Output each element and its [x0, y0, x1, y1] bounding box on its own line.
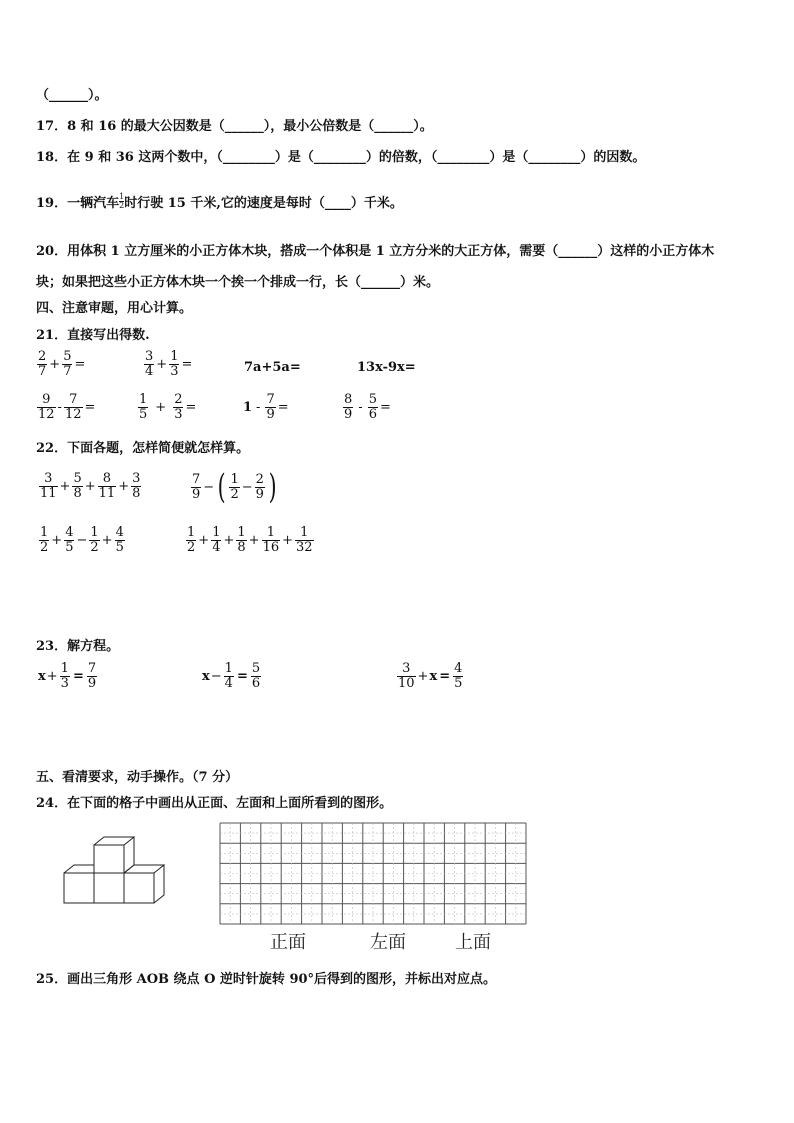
- q21-expr-8: $\frac{8}{9}$ - $\frac{5}{6}$ =: [344, 392, 391, 422]
- fraction: $\frac{1}{2}$: [40, 525, 49, 555]
- fraction: $\frac{5}{6}$: [368, 392, 377, 422]
- operator: +: [59, 479, 71, 494]
- operator: +: [198, 533, 210, 548]
- caption-left-view: 左面: [370, 932, 406, 953]
- fraction: $\frac{2}{7}$: [38, 349, 47, 379]
- question-21: 21．直接写出得数.: [36, 328, 150, 343]
- question-19: [36, 192, 403, 211]
- fraction: $\frac{3}{11}$: [40, 471, 57, 501]
- fraction: $\frac{4}{5}$: [115, 525, 124, 555]
- drawing-grid[interactable]: [219, 822, 527, 925]
- operator: +: [51, 533, 63, 548]
- question-24: 24．在下面的格子中画出从正面、左面和上面所看到的图形。: [36, 796, 393, 811]
- question-20-line-1: 20．用体积 1 立方厘米的小正方体木块，搭成一个体积是 1 立方分米的大正方体，需要（______）这样的小正方体木: [36, 244, 715, 259]
- operator: +: [118, 479, 130, 494]
- q21-expr-1: $\frac{2}{7}$ + $\frac{5}{7}$ =: [38, 349, 86, 379]
- caption-front-view: 正面: [270, 932, 306, 953]
- fraction: $\frac{3}{8}$: [132, 471, 141, 501]
- operator: +: [282, 533, 294, 548]
- fraction: $\frac{2}{3}$: [174, 392, 183, 422]
- q21-expr-3: 7a+5a=: [244, 360, 301, 375]
- caption-top-view: 上面: [455, 932, 491, 953]
- fraction: $\frac{1}{8}$: [237, 525, 246, 555]
- question-25: 25．画出三角形 AOB 绕点 O 逆时针旋转 90°后得到的图形，并标出对应点。: [36, 972, 497, 987]
- q21-expr-2: $\frac{3}{4}$ + $\frac{1}{3}$ =: [145, 349, 193, 379]
- fraction: $\frac{3}{4}$: [145, 349, 154, 379]
- fraction: $\frac{7}{9}$: [87, 661, 97, 691]
- fraction: $\frac{1}{4}$: [224, 661, 233, 691]
- fraction: $\frac{5}{7}$: [63, 349, 72, 379]
- fraction: $\frac{1}{3}$: [170, 349, 179, 379]
- fraction: $\frac{8}{9}$: [344, 392, 353, 422]
- fraction: $\frac{1}{2}$: [90, 525, 99, 555]
- fraction-numerator: 1: [119, 192, 125, 201]
- q23-equation-1: x + $\frac{1}{3}$ = $\frac{7}{9}$: [38, 661, 97, 691]
- operator: +: [248, 533, 260, 548]
- q21-expr-4: 13x-9x=: [357, 360, 416, 375]
- q22-expr-4: [185, 526, 315, 555]
- fraction: $\frac{3}{10}$: [398, 661, 415, 691]
- fraction: $\frac{1}{32}$: [296, 525, 313, 555]
- continued-answer-blank: （______）。: [36, 88, 108, 103]
- q22-expr-2: $\frac{7}{9}$ − ( $\frac{1}{2}$ − $\frac{2}{9}$ ): [192, 467, 277, 507]
- fraction: $\frac{1}{4}$: [212, 525, 221, 555]
- fraction: $\frac{7}{12}$: [64, 392, 82, 422]
- fraction: $\frac{9}{12}$: [38, 392, 55, 422]
- fraction: $\frac{1}{16}$: [262, 525, 280, 555]
- q23-equation-3: $\frac{3}{10}$ + x = $\frac{4}{5}$: [398, 661, 463, 691]
- fraction: $\frac{1}{3}$: [60, 661, 69, 691]
- q22-expr-1: [38, 472, 142, 501]
- q23-equation-2: x − $\frac{1}{4}$ = $\frac{5}{6}$: [202, 661, 261, 691]
- fraction: $\frac{1}{2}$: [230, 471, 239, 502]
- q22-expr-3: [38, 526, 126, 555]
- fraction: $\frac{4}{5}$: [454, 661, 463, 691]
- fraction: $\frac{1}{5}$: [139, 392, 148, 422]
- operator: +: [223, 533, 235, 548]
- fraction: $\frac{5}{6}$: [251, 661, 261, 691]
- question-23: 23．解方程。: [36, 639, 120, 654]
- operator: +: [84, 479, 96, 494]
- fraction: $\frac{1}{2}$: [187, 525, 196, 555]
- stacked-cubes-figure: [60, 835, 170, 910]
- q21-expr-7: 1 - $\frac{7}{9}$ =: [243, 392, 289, 422]
- question-20-line-2: 块；如果把这些小正方体木块一个挨一个排成一行，长（______）米。: [36, 275, 440, 290]
- fraction: $\frac{2}{9}$: [255, 471, 264, 502]
- question-19-text-a: 19．一辆汽车: [36, 196, 120, 211]
- question-17: 17．8 和 16 的最大公因数是（______），最小公倍数是（______）。: [36, 119, 433, 134]
- operator: +: [101, 533, 113, 548]
- fraction: $\frac{8}{11}$: [98, 471, 116, 501]
- fraction: $\frac{4}{5}$: [65, 525, 74, 555]
- section-5-heading: 五、看清要求，动手操作。（7 分）: [36, 770, 239, 785]
- q21-expr-5: $\frac{9}{12}$ - $\frac{7}{12}$ =: [38, 392, 96, 422]
- section-4-heading: 四、注意审题，用心计算。: [36, 301, 193, 316]
- question-18: 18．在 9 和 36 这两个数中，（________）是（________）的倍数，（________）是（________）的因数。: [36, 150, 646, 165]
- fraction: $\frac{5}{8}$: [73, 471, 82, 501]
- q21-expr-6: $\frac{1}{5}$ + $\frac{2}{3}$ =: [139, 392, 197, 422]
- question-22: 22．下面各题，怎样简便就怎样算。: [36, 441, 250, 456]
- operator: −: [76, 533, 88, 548]
- fraction: $\frac{7}{9}$: [192, 471, 201, 502]
- question-19-text-b: 时行驶 15 千米,它的速度是每时（____）千米。: [124, 196, 403, 211]
- fraction: $\frac{7}{9}$: [266, 392, 275, 422]
- fraction-denominator: 2: [119, 201, 125, 210]
